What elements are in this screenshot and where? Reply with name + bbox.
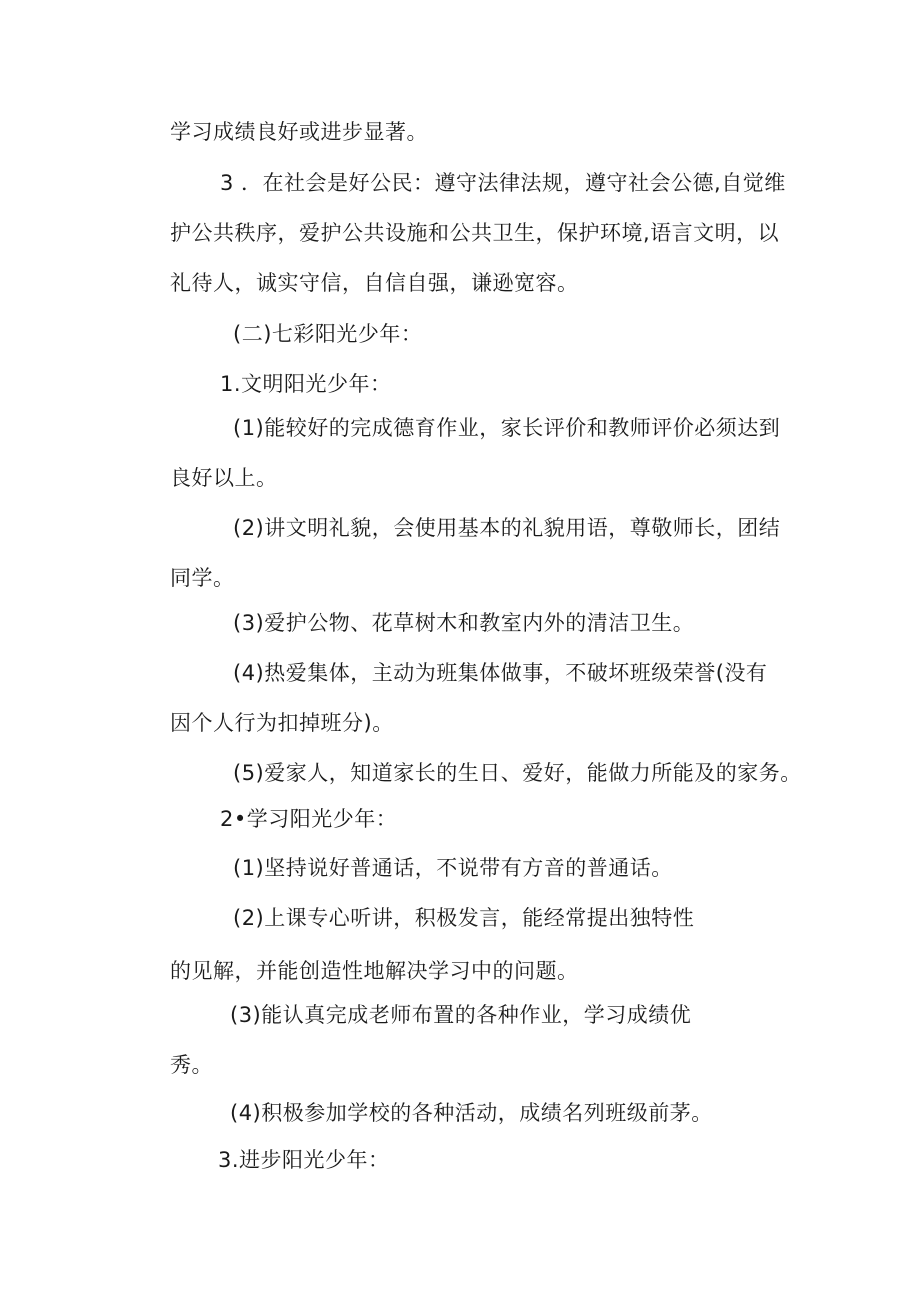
text-line: 的见解，并能创造性地解决学习中的问题。 [170, 959, 579, 983]
text-line: 礼待人，诚实守信，自信自强，谦逊宽容。 [170, 271, 579, 295]
text-line: (3)能认真完成老师布置的各种作业，学习成绩优 [230, 1003, 692, 1027]
text-line: (1)能较好的完成德育作业，家长评价和教师评价必须达到 [233, 416, 781, 440]
subsection-heading: 2•学习阳光少年： [220, 807, 398, 831]
text-line: 同学。 [170, 566, 235, 590]
text-line: 3 ．在社会是好公民：遵守法律法规，遵守社会公德,自觉维 [220, 171, 786, 195]
text-line: (4)积极参加学校的各种活动，成绩名列班级前茅。 [230, 1101, 713, 1125]
text-line: 护公共秩序，爱护公共设施和公共卫生，保护环境,语言文明，以 [170, 221, 780, 245]
text-line: 因个人行为扣掉班分)。 [170, 711, 394, 735]
subsection-heading: 1.文明阳光少年： [220, 372, 392, 396]
text-line: (3)爱护公物、花草树木和教室内外的清洁卫生。 [233, 611, 695, 635]
text-line: (4)热爱集体，主动为班集体做事，不破坏班级荣誉(没有 [233, 661, 768, 685]
section-heading: (二)七彩阳光少年： [233, 322, 423, 346]
text-line: (1)坚持说好普通话，不说带有方音的普通话。 [233, 856, 673, 880]
subsection-heading: 3.进步阳光少年： [218, 1148, 390, 1172]
text-line: (2)讲文明礼貌，会使用基本的礼貌用语，尊敬师长，团结 [233, 516, 781, 540]
text-line: 良好以上。 [170, 466, 278, 490]
text-line: 学习成绩良好或进步显著。 [170, 120, 428, 144]
text-line: (2)上课专心听讲，积极发言，能经常提出独特性 [233, 906, 695, 930]
text-line: (5)爱家人，知道家长的生日、爱好，能做力所能及的家务。 [233, 761, 802, 785]
text-line: 秀。 [170, 1053, 213, 1077]
